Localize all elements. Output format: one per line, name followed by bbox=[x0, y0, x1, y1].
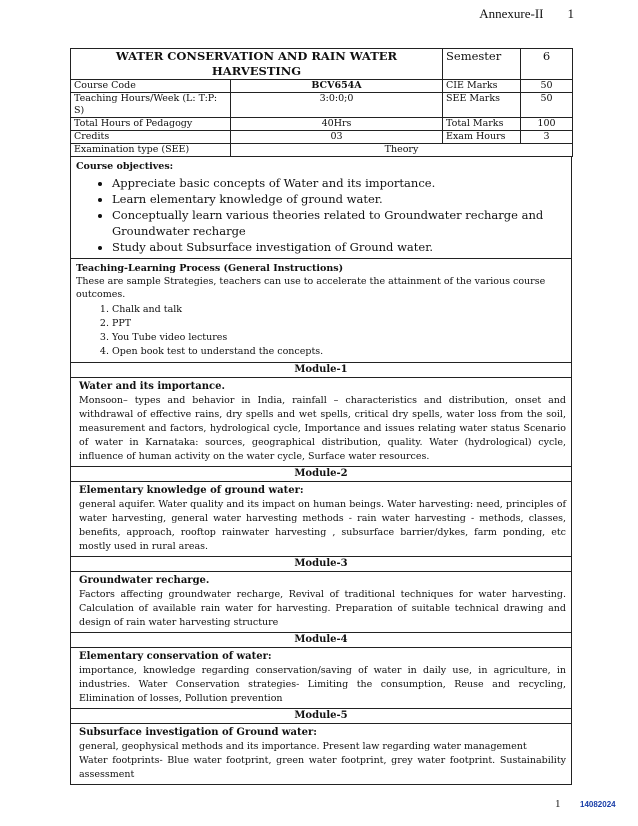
module-title: Subsurface investigation of Ground water: bbox=[79, 727, 317, 738]
module-5-heading: Module-5 bbox=[70, 709, 572, 724]
module-2-body bbox=[70, 482, 572, 557]
footer-page-number: 1 bbox=[555, 798, 561, 810]
semester-label: Semester bbox=[443, 49, 521, 80]
module-4-body bbox=[70, 648, 572, 709]
course-objectives-section bbox=[70, 157, 572, 259]
objectives-list bbox=[76, 175, 566, 255]
course-title: WATER CONSERVATION AND RAIN WATER HARVESTING bbox=[71, 49, 443, 80]
module-title: Water and its importance. bbox=[79, 381, 225, 392]
row-key2: Total Marks bbox=[443, 118, 521, 131]
row-value2: 50 bbox=[521, 93, 573, 118]
row-value2: 50 bbox=[521, 80, 573, 93]
exam-type-value: Theory bbox=[231, 144, 573, 157]
row-value: 03 bbox=[231, 131, 443, 144]
module-text: importance, knowledge regarding conservation/saving of water in daily use, in agriculture, in industries. Water Conservation strategies- Limiting the consumption, Reuse and recycling, Elimination of losses, Pollution prevention bbox=[79, 665, 566, 704]
annexure-page: 1 bbox=[567, 6, 574, 21]
objective-item: • Learn elementary knowledge of ground water. bbox=[112, 191, 566, 207]
row-key: Course Code bbox=[71, 80, 231, 93]
module-2-heading: Module-2 bbox=[70, 467, 572, 482]
syllabus-document bbox=[70, 48, 572, 785]
teaching-process-section bbox=[70, 259, 572, 363]
module-3-body bbox=[70, 572, 572, 633]
row-value: BCV654A bbox=[231, 80, 443, 93]
semester-value: 6 bbox=[521, 49, 573, 80]
row-key2: SEE Marks bbox=[443, 93, 521, 118]
module-text: general aquifer. Water quality and its impact on human beings. Water harvesting: need, principles of water harvesting, general water harvesting methods - rain water harvesting - methods, classes, benefits, approach, rooftop rainwater harvesting , subsurface barrier/dykes, farm ponding, etc mostly used in rural areas. bbox=[79, 499, 566, 552]
module-text: Factors affecting groundwater recharge, Revival of traditional techniques for water harvesting. Calculation of available rain water for harvesting. Preparation of suitable technical drawing and design of rain water harvesting structure bbox=[79, 589, 566, 628]
row-value2: 3 bbox=[521, 131, 573, 144]
module-text-2: Water footprints- Blue water footprint, green water footprint, grey water footprint. Sustainability assessment bbox=[79, 755, 566, 780]
objectives-title: Course objectives: bbox=[76, 161, 174, 172]
module-title: Elementary conservation of water: bbox=[79, 651, 272, 662]
module-title: Groundwater recharge. bbox=[79, 575, 210, 586]
objective-item: • Conceptually learn various theories related to Groundwater recharge and Groundwater recharge bbox=[112, 207, 566, 239]
teaching-item: 3. You Tube video lectures bbox=[112, 331, 566, 345]
row-key: Total Hours of Pedagogy bbox=[71, 118, 231, 131]
teaching-item: 4. Open book test to understand the concepts. bbox=[112, 345, 566, 359]
row-key2: CIE Marks bbox=[443, 80, 521, 93]
teaching-intro: These are sample Strategies, teachers can use to accelerate the attainment of the various course outcomes. bbox=[76, 276, 546, 300]
annexure-label bbox=[479, 6, 574, 22]
module-text: Monsoon– types and behavior in India, rainfall – characteristics and distribution, onset and withdrawal of effective rains, dry spells and wet spells, critical dry spells, water loss from the soil, measurement and factors, hydrological cycle, Importance and issues relating water status Scenario of water in Karnataka: sources, geographical distribution, quality. Water (hydrological) cycle, influence of human activity on the water cycle, Surface water resources. bbox=[79, 395, 566, 462]
course-header-table bbox=[70, 48, 573, 157]
module-3-heading: Module-3 bbox=[70, 557, 572, 572]
teaching-item: 1. Chalk and talk bbox=[112, 303, 566, 317]
exam-type-label: Examination type (SEE) bbox=[71, 144, 231, 157]
module-title: Elementary knowledge of ground water: bbox=[79, 485, 304, 496]
objective-item: • Study about Subsurface investigation of Ground water. bbox=[112, 239, 566, 255]
teaching-title: Teaching-Learning Process (General Instructions) bbox=[76, 263, 344, 274]
row-key2: Exam Hours bbox=[443, 131, 521, 144]
footer-code: 14082024 bbox=[580, 800, 616, 809]
teaching-item: 2. PPT bbox=[112, 317, 566, 331]
objective-item: • Appreciate basic concepts of Water and its importance. bbox=[112, 175, 566, 191]
row-key: Teaching Hours/Week (L: T:P: S) bbox=[71, 93, 231, 118]
row-key: Credits bbox=[71, 131, 231, 144]
row-value: 3:0:0;0 bbox=[231, 93, 443, 118]
module-4-heading: Module-4 bbox=[70, 633, 572, 648]
annexure-text: Annexure-II bbox=[479, 6, 544, 21]
teaching-list bbox=[76, 303, 566, 359]
module-text: general, geophysical methods and its importance. Present law regarding water management bbox=[79, 741, 527, 752]
module-5-body bbox=[70, 724, 572, 785]
module-1-heading: Module-1 bbox=[70, 363, 572, 378]
row-value: 40Hrs bbox=[231, 118, 443, 131]
row-value2: 100 bbox=[521, 118, 573, 131]
module-1-body bbox=[70, 378, 572, 467]
